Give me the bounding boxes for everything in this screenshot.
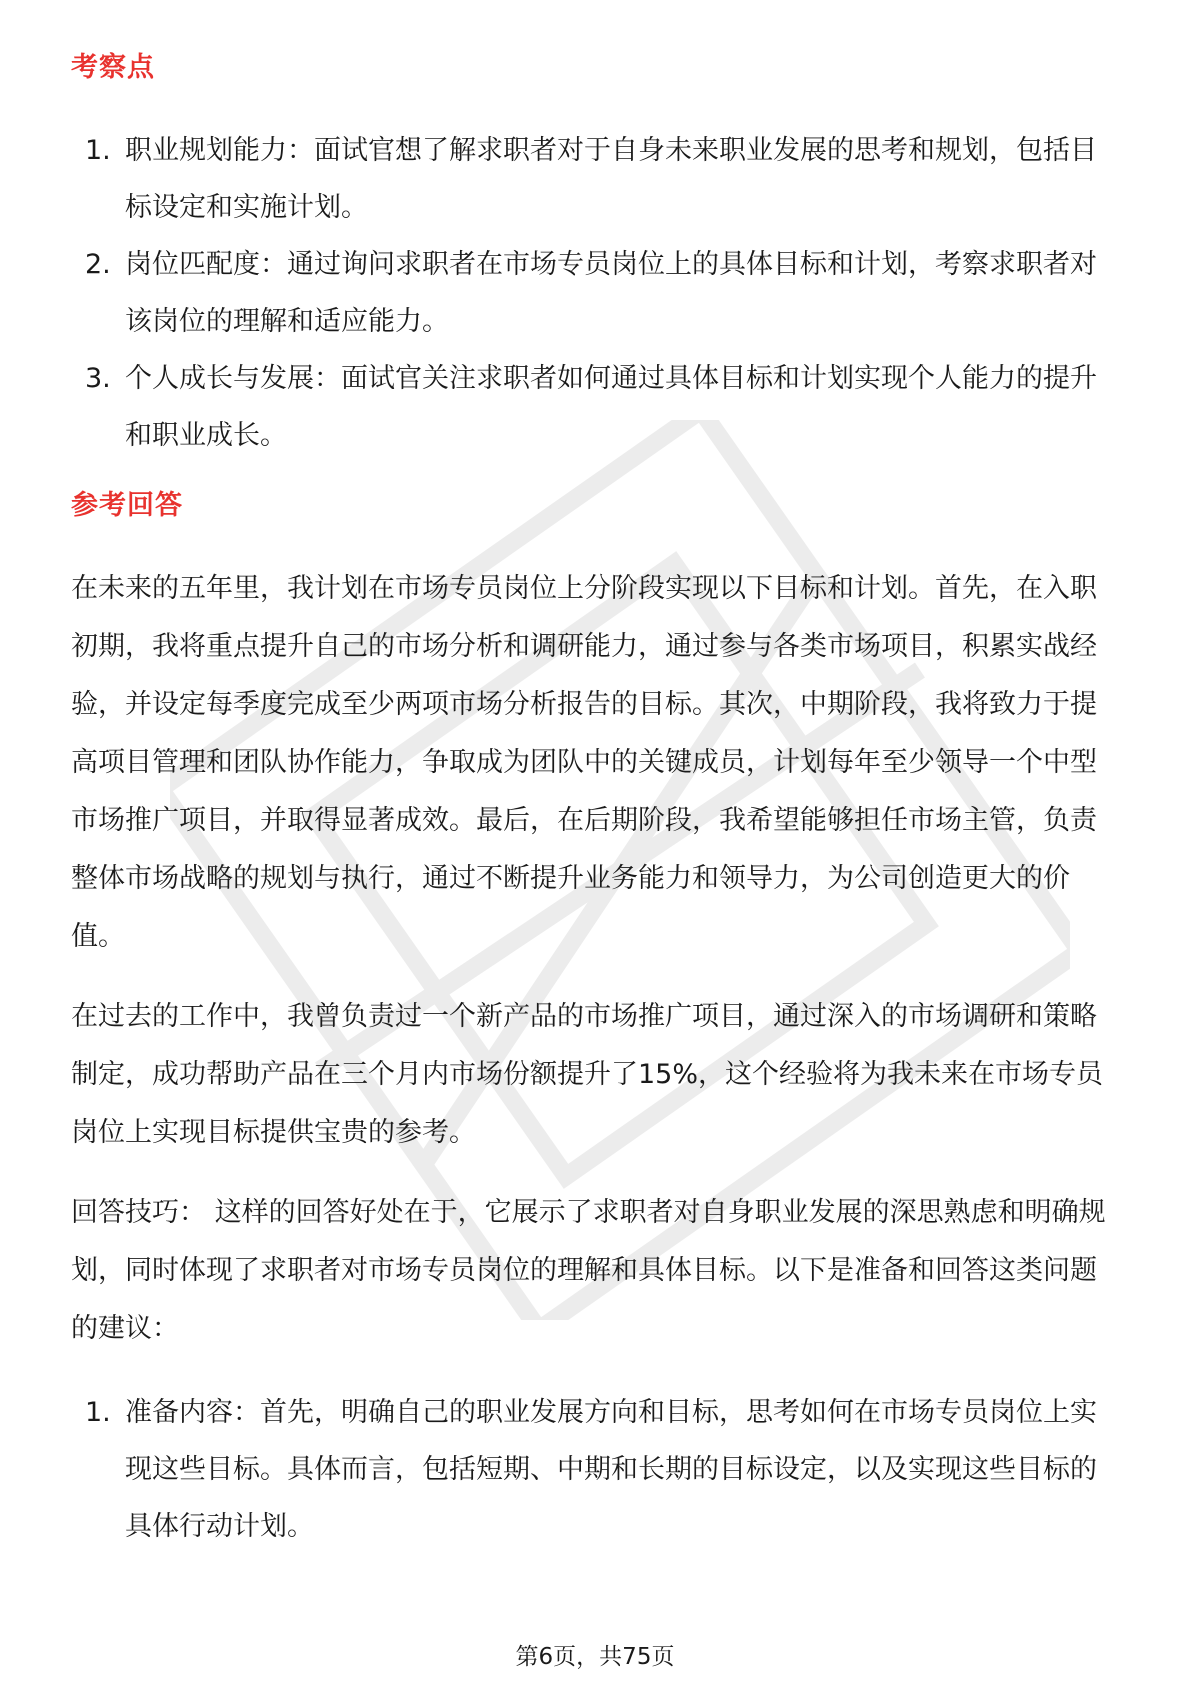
- list-item-text: 个人成长与发展：面试官关注求职者如何通过具体目标和计划实现个人能力的提升和职业成长。: [125, 363, 1097, 451]
- section-title-kaocha: 考察点: [71, 52, 155, 83]
- list-item-text: 准备内容：首先，明确自己的职业发展方向和目标，思考如何在市场专员岗位上实现这些目标。具体而言，包括短期、中期和长期的目标设定，以及实现这些目标的具体行动计划。: [125, 1397, 1097, 1542]
- list-item: [71, 1384, 1121, 1555]
- list-item-text: 岗位匹配度：通过询问求职者在市场专员岗位上的具体目标和计划，考察求职者对该岗位的理解和适应能力。: [125, 249, 1097, 337]
- section-title-cankao: 参考回答: [71, 490, 183, 521]
- list-item-number: 1.: [85, 1397, 111, 1428]
- main-content: [71, 48, 1121, 1555]
- list-item-number: 3.: [85, 363, 111, 394]
- kaocha-list: [71, 122, 1121, 464]
- answer-tips-paragraph: 回答技巧： 这样的回答好处在于，它展示了求职者对自身职业发展的深思熟虑和明确规划，同时体现了求职者对市场专员岗位的理解和具体目标。以下是准备和回答这类问题的建议：: [71, 1197, 1106, 1344]
- list-item-text: 职业规划能力：面试官想了解求职者对于自身未来职业发展的思考和规划，包括目标设定和实施计划。: [125, 135, 1097, 223]
- list-item: [71, 350, 1121, 464]
- answer-paragraph-1: 在未来的五年里，我计划在市场专员岗位上分阶段实现以下目标和计划。首先，在入职初期，我将重点提升自己的市场分析和调研能力，通过参与各类市场项目，积累实战经验，并设定每季度完成至少两项市场分析报告的目标。其次，中期阶段，我将致力于提高项目管理和团队协作能力，争取成为团队中的关键成员，计划每年至少领导一个中型市场推广项目，并取得显著成效。最后，在后期阶段，我希望能够担任市场主管，负责整体市场战略的规划与执行，通过不断提升业务能力和领导力，为公司创造更大的价值。: [71, 573, 1097, 952]
- answer-paragraph-2: 在过去的工作中，我曾负责过一个新产品的市场推广项目，通过深入的市场调研和策略制定，成功帮助产品在三个月内市场份额提升了15%，这个经验将为我未来在市场专员岗位上实现目标提供宝贵的参考。: [71, 1001, 1104, 1148]
- list-item: [71, 122, 1121, 236]
- page-number: 第6页，共75页: [515, 1644, 675, 1670]
- list-item-number: 1.: [85, 135, 111, 166]
- tips-list: [71, 1384, 1121, 1555]
- list-item-number: 2.: [85, 249, 111, 280]
- list-item: [71, 236, 1121, 350]
